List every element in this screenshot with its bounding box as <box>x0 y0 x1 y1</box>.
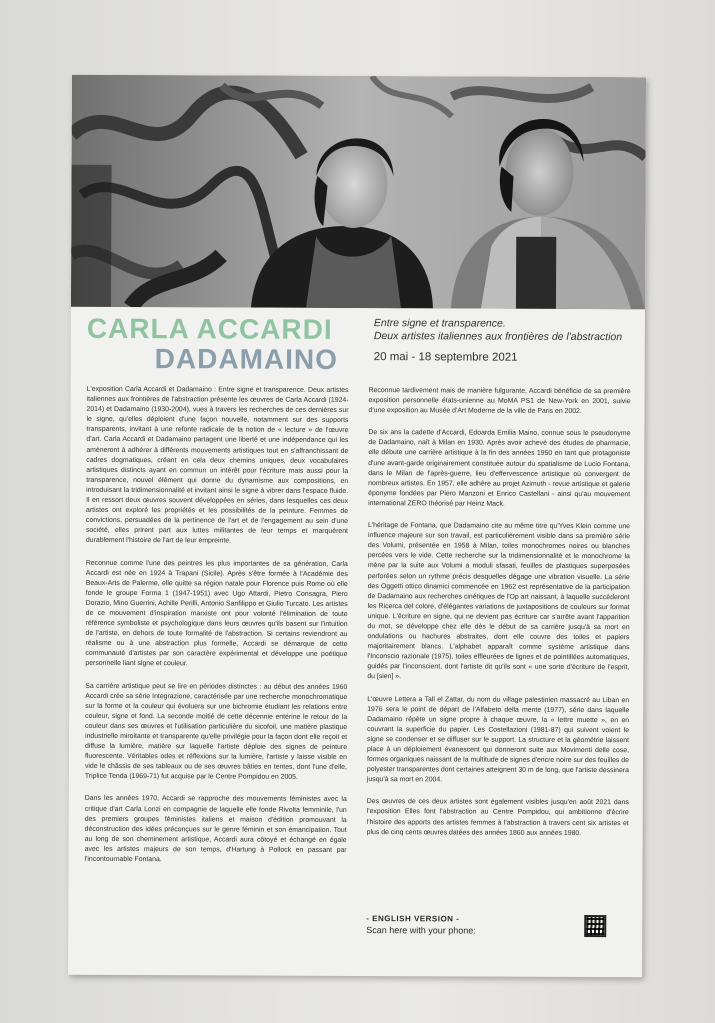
paragraph: L'exposition Carla Accardi et Dadamaino : Entre signe et transparence. Deux artistes italiennes aux frontières de l'abstraction présente les œuvres de Carla Accardi (1924-2014) et Dadamaino (1930-2004), vues à travers les recherches de ces dernières sur le signe, qu'elles déploient d'une façon nouvelle, notamment sur des supports transparents, invitant à une refonte radicale de la notion de « lecture » de l'œuvre d'art. Carla Accardi et Dadamaino partagent une liberté et une indépendance qui les amèneront à adhérer à différents mouvements artistiques tout en s'affranchissant de cadres dogmatiques, créant en cela deux chemins uniques, deux vocabulaires artistiques distincts ayant en commun un intérêt pour l'écriture mais aussi pour la transparence, nouvel élément qui donne du dynamisme aux compositions, en introduisant la tridimensionnalité et invitant ainsi le signe à vibrer dans l'espace fluide. Il en ressort deux œuvres souvent développées en séries, dans lesquelles ces deux artistes ont exploré les propriétés et les possibilités de la peinture. Femmes de convictions, persuadées de la pertinence de l'art et de l'engagement au sein d'une société, elles prirent part aux luttes militantes de leur temps et marquèrent durablement l'histoire de l'art de leur empreinte. <box>85 385 349 545</box>
paragraph: Sa carrière artistique peut se lire en périodes distinctes : au début des années 1960 Accardi crée sa série Integrazione, caractérisée par une recherche monochromatique sur la forme et la couleur qui évoluera sur une bichromie étudiant les relations entre couleur, signe et fond. La seconde moitié de cette décennie entérine le retour de la couleur dans ses œuvres et l'utilisation particulière du sicofoil, une matière plastique industrielle miroitante et transparente qu'elle privilégie pour la façon dont elle reçoit et diffuse la lumière, matière sur laquelle l'artiste déploie des signes de peinture fluorescente. Véritables odes et réflexions sur la lumière, l'artiste y laisse visible en vide le châssis de ses tableaux ou de ses œuvres bâties en tentes, dont l'une d'elle, Triplice Tenda (1969-71) fut acquise par le Centre Pompidou en 2005. <box>84 682 348 782</box>
portrait-photo <box>71 75 646 310</box>
english-version-title: - ENGLISH VERSION - <box>366 914 460 924</box>
left-text-column <box>84 385 348 878</box>
exhibition-dates: 20 mai - 18 septembre 2021 <box>373 351 518 364</box>
paragraph: Reconnue tardivement mais de manière fulgurante, Accardi bénéficie de sa première exposition personnelle états-unienne au MoMA PS1 de New-York en 2001, suivie d'une exposition au Musée d'Art Moderne de la ville de Paris en 2002. <box>368 387 631 416</box>
exhibition-poster <box>68 75 646 977</box>
english-version-block <box>366 914 628 936</box>
scan-instruction: Scan here with your phone: <box>366 925 476 936</box>
subtitle-line-2: Deux artistes italiennes aux frontières de l'abstraction <box>373 330 623 344</box>
exhibition-header <box>87 313 632 375</box>
qr-code-icon[interactable] <box>584 915 606 937</box>
paragraph: Des œuvres de ces deux artistes sont également visibles jusqu'en août 2021 dans l'exposition Elles font l'abstraction au Centre Pompidou, qui ambitionne d'écrire l'histoire des apports des artistes femmes à l'abstraction à travers cent six artistes et plus de cinq cents œuvres datées des années 1860 aux années 1980. <box>366 798 629 837</box>
paragraph: L'œuvre Lettera a Tall el Zattar, du nom du village palestinien massacré au Liban en 1976 sera le point de départ de l'Alfabeto della mente (1977), série dans laquelle Dadamaino répète un signe propre à chaque œuvre, la « lettre muette », en en couvrant la superficie du papier. Les Costellazioni (1981-87) qui suivent voient le signe se condenser et se diffuser sur le support. La structure et la géométrie laissent place à un déploiement évanescent qui donneront suite aux Movimenti delle cose, formes organiques naissant de la multitude de signes d'encre noire sur des feuilles de polyester transparentes dont certaines atteignent 30 m de long, que l'artiste dessinera jusqu'à sa mort en 2004. <box>366 695 630 784</box>
subtitle-line-1: Entre signe et transparence. <box>373 317 506 330</box>
artist-name-dadamaino: DADAMAINO <box>154 343 339 375</box>
paragraph: Reconnue comme l'une des peintres les plus importantes de sa génération, Carla Accardi est née en 1924 à Trapani (Sicile). Après s'être formée à l'Académie des Beaux-Arts de Palerme, elle quitte sa région natale pour Florence puis Rome où elle fonde le groupe Forma 1 (1947-1951) avec Ugo Attardi, Pietro Consagra, Piero Dorazio, Mino Guerrini, Achille Perilli, Antonio Sanfilippo et Giulio Turcato. Les artistes de ce mouvement d'inspiration marxiste ont pour volonté l'élimination de toute référence symboliste et psychologique dans leurs œuvres qu'ils basent sur l'intuition de l'artiste, en dehors de toute formalité de l'abstraction. Si certains reviendront au réalisme ou à une abstraction plus formelle, Accardi se démarque de cette communauté d'artistes par son caractère expérimental et développe une poétique personnelle liant signe et couleur. <box>85 559 348 668</box>
artist-name-accardi: CARLA ACCARDI <box>86 312 333 345</box>
paragraph: L'héritage de Fontana, que Dadamaino cite au même titre qu'Yves Klein comme une influence majeure sur son travail, est particulièrement visible dans sa première série des Volumi, présentée en 1958 à Milan, toiles monochromes noires ou blanches percées vers le vide. Cette recherche sur la tridimensionnalité et le monochrome la mène par la suite aux Volumi a moduli sfasati, feuilles de plastiques superposées perforées selon un rythme précis desquelles dégage une vibration visuelle. La série des Oggetti ottico dinamici commencée en 1962 est représentative de la participation de Dadamaino aux recherches cinétiques de l'Op art naissant, à laquelle succèderont les Ricerca del colore, d'élégantes variations de juxtapositions de couleurs sur format unique. L'écriture en signe, qui ne devient pas écriture car s'arrête avant l'apparition du mot, se développe chez elle dès le début de sa carrière jusqu'à sa mort en ondulations ou hachures abstraites, dont elle couvre des toiles et papiers majoritairement blancs. L'alphabet apparaît comme système artistique dans l'Inconscio razionale (1975), toiles effleurées de lignes et de pointillées automatiques, guidés par l'inconscient, dont l'artiste dit qu'ils sont « une sorte d'écriture de l'esprit, du [sien] ». <box>367 522 631 681</box>
paragraph: De six ans la cadette d'Accardi, Edoarda Emilia Maino, connue sous le pseudonyme de Dadamaino, naît à Milan en 1930. Après avoir achevé des études de pharmacie, elle débute une carrière artistique à la fin des années 1950 en tant que protagoniste d'une avant-garde originairement constituée autour du spatialisme de Lucio Fontana, dans le Milan de l'après-guerre, lieu d'effervescence artistique où convergent de nombreux artistes. En 1957, elle adhère au projet Azimuth - revue artistique et galerie éponyme fondées par Piero Manzoni et Enrico Castellani - ainsi qu'au mouvement international ZERO théorisé par Heinz Mack. <box>368 429 631 508</box>
exhibition-subtitle <box>374 317 634 344</box>
paragraph: Dans les années 1970, Accardi se rapproche des mouvements féministes avec la critique d'art Carla Lonzi en compagnie de laquelle elle fonde Rivolta femminile, l'un des premiers groupes féministes italiens et maison d'édition promouvant la déconstruction des idées préconçues sur le genre féminin et son émancipation. Tout au long de son cheminement artistique, Accardi aura côtoyé et échangé en égale avec les artistes majeurs de son temps, d'Hartung à Pollock en passant par l'incontournable Fontana. <box>84 795 347 864</box>
right-text-column <box>367 386 631 851</box>
